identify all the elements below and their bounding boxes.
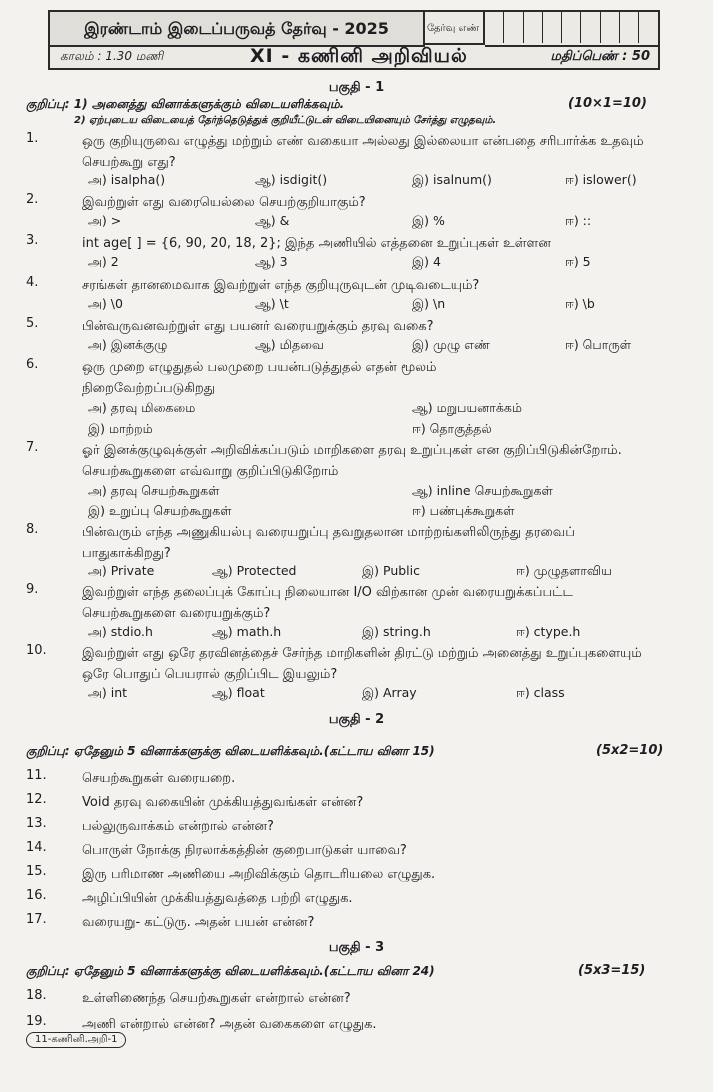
option-d: ஈ) 5	[565, 254, 591, 269]
option-c: இ) முழு எண்	[412, 337, 490, 352]
question-text: இவற்றுள் எது வரையெல்லை செயற்குறியாகும்?	[82, 195, 366, 210]
option-d: ஈ) islower()	[565, 172, 637, 187]
option-d: ஈ) முழுதளாவிய	[516, 563, 612, 578]
option-c: இ) string.h	[362, 624, 431, 639]
question-text: அழிப்பியின் முக்கியத்துவத்தை பற்றி எழுதுக.	[82, 891, 353, 906]
question-number: 11.	[26, 768, 47, 783]
option-d: ஈ) பண்புக்கூறுகள்	[412, 503, 515, 518]
question-number: 13.	[26, 816, 47, 831]
question-number: 8.	[26, 522, 39, 537]
option-c: இ) உறுப்பு செயற்கூறுகள்	[88, 503, 232, 518]
option-d: ஈ) தொகுத்தல்	[412, 421, 492, 436]
question-text: வரையறு- கட்டுரு. அதன் பயன் என்ன?	[82, 915, 315, 930]
part2-marks: (5x2=10)	[596, 743, 664, 758]
question-text: பின்வரும் எந்த அணுகியல்பு வரையறுப்பு தவறுதலான மாற்றங்களிலிருந்து தரவைப் பாதுகாக்கிறது?	[82, 525, 575, 561]
option-a: அ) தரவு செயற்கூறுகள்	[88, 483, 220, 498]
question-text: அணி என்றால் என்ன? அதன் வகைகளை எழுதுக.	[82, 1017, 377, 1032]
option-a: அ) int	[88, 685, 128, 700]
option-d: ஈ) ctype.h	[516, 624, 581, 639]
option-d: ஈ) class	[516, 685, 565, 700]
option-a: அ) >	[88, 213, 122, 228]
question-text: இரு பரிமாண அணியை அறிவிக்கும் தொடரியலை எழுதுக.	[82, 867, 436, 882]
option-b: ஆ) \t	[255, 296, 289, 311]
question-number: 12.	[26, 792, 47, 807]
question-text: int age[ ] = {6, 90, 20, 18, 2}; இந்த அணியில் எத்தனை உறுப்புகள் உள்ளன	[82, 236, 551, 251]
question-number: 17.	[26, 912, 47, 927]
part1-note1: குறிப்பு: 1) அனைத்து வினாக்களுக்கும் விடையளிக்கவும்.	[26, 97, 345, 111]
option-a: அ) 2	[88, 254, 119, 269]
option-b: ஆ) மறுபயனாக்கம்	[412, 400, 522, 415]
question-text: ஓர் இனக்குழுவுக்குள் அறிவிக்கப்படும் மாறிகளை தரவு உறுப்புகள் என குறிப்பிடுகின்றோம். செயற்கூறுகளை எவ்வாறு குறிப்பிடுகிறோம்	[82, 443, 622, 479]
part2-note: குறிப்பு: ஏதேனும் 5 வினாக்களுக்கு விடையளிக்கவும்.(கட்டாய வினா 15)	[26, 744, 435, 758]
option-a: அ) stdio.h	[88, 624, 153, 639]
part1-title: பகுதி - 1	[328, 80, 385, 95]
option-d: ஈ) பொருள்	[565, 337, 632, 352]
option-c: இ) 4	[412, 254, 441, 269]
question-text: பொருள் நோக்கு நிரலாக்கத்தின் குறைபாடுகள் யாவை?	[82, 843, 407, 858]
question-text: சரங்கள் தானமைவாக இவற்றுள் எந்த குறியுருவுடன் முடிவடையும்?	[82, 278, 480, 293]
question-number: 16.	[26, 888, 47, 903]
question-text: இவற்றுள் எது ஒரே தரவினத்தைச் சேர்ந்த மாறிகளின் திரட்டு மற்றும் அனைத்து உறுப்புகளையும் ஒரே பொதுப் பெயரால் குறிப்பிட இயலும்?	[82, 646, 642, 682]
option-a: அ) Private	[88, 563, 155, 578]
max-marks: மதிப்பெண் : 50	[550, 49, 650, 64]
question-number: 7.	[26, 440, 39, 455]
question-number: 5.	[26, 316, 39, 331]
exam-time: காலம் : 1.30 மணி	[60, 49, 164, 63]
question-text: பல்லுருவாக்கம் என்றால் என்ன?	[82, 819, 274, 834]
question-text: ஒரு குறியுருவை எழுத்து மற்றும் எண் வகையா அல்லது இல்லையா என்பதை சரிபார்க்க உதவும் செயற்கூறு எது?	[82, 134, 644, 170]
option-a: அ) \0	[88, 296, 123, 311]
subject-title: XI - கணினி அறிவியல்	[250, 45, 468, 67]
question-number: 3.	[26, 233, 39, 248]
question-number: 4.	[26, 275, 39, 290]
option-b: ஆ) 3	[255, 254, 288, 269]
reg-no-label: தேர்வு எண்	[423, 12, 485, 45]
question-number: 6.	[26, 357, 39, 372]
question-number: 15.	[26, 864, 47, 879]
paper-code-tag: 11-கணினி.அறி-1	[26, 1032, 126, 1048]
part1-marks: (10×1=10)	[568, 96, 647, 111]
option-c: இ) Public	[362, 563, 421, 578]
part3-marks: (5x3=15)	[578, 963, 646, 978]
option-a: அ) தரவு மிகைமை	[88, 400, 196, 415]
option-b: ஆ) &	[255, 213, 290, 228]
option-c: இ) %	[412, 213, 445, 228]
option-c: இ) Array	[362, 685, 417, 700]
question-number: 9.	[26, 582, 39, 597]
question-text: ஒரு முறை எழுதுதல் பலமுறை பயன்படுத்துதல் எதன் மூலம் நிறைவேற்றப்படுகிறது	[82, 360, 437, 396]
question-text: பின்வருவனவற்றுள் எது பயனர் வரையறுக்கும் தரவு வகை?	[82, 319, 434, 334]
option-a: அ) இனக்குழு	[88, 337, 168, 352]
question-number: 1.	[26, 131, 39, 146]
question-text: செயற்கூறுகள் வரையறை.	[82, 771, 236, 786]
option-b: ஆ) float	[212, 685, 265, 700]
option-a: அ) isalpha()	[88, 172, 166, 187]
option-c: இ) மாற்றம்	[88, 421, 153, 436]
question-number: 2.	[26, 192, 39, 207]
question-number: 10.	[26, 643, 47, 658]
question-number: 18.	[26, 988, 47, 1003]
question-text: Void தரவு வகையின் முக்கியத்துவங்கள் என்ன?	[82, 795, 364, 810]
option-b: ஆ) math.h	[212, 624, 282, 639]
option-c: இ) \n	[412, 296, 446, 311]
option-c: இ) isalnum()	[412, 172, 492, 187]
question-number: 19.	[26, 1014, 47, 1029]
reg-no-boxes	[485, 12, 659, 47]
option-b: ஆ) Protected	[212, 563, 297, 578]
part3-title: பகுதி - 3	[328, 940, 385, 955]
question-number: 14.	[26, 840, 47, 855]
option-b: ஆ) மிதவை	[255, 337, 324, 352]
option-b: ஆ) inline செயற்கூறுகள்	[412, 483, 553, 498]
part1-note2: 2) ஏற்புடைய விடையைத் தேர்ந்தெடுத்துக் குறியீட்டுடன் விடையினையும் சேர்த்து எழுதவும்.	[74, 115, 497, 126]
option-d: ஈ) ::	[565, 213, 592, 228]
question-text: இவற்றுள் எந்த தலைப்புக் கோப்பு நிலையான I/O விற்கான முன் வரையறுக்கப்பட்ட செயற்கூறுகளை வரையறுக்கும்?	[82, 585, 573, 621]
part3-note: குறிப்பு: ஏதேனும் 5 வினாக்களுக்கு விடையளிக்கவும்.(கட்டாய வினா 24)	[26, 964, 435, 978]
part2-title: பகுதி - 2	[328, 712, 385, 727]
option-b: ஆ) isdigit()	[255, 172, 328, 187]
exam-title: இரண்டாம் இடைப்பருவத் தேர்வு - 2025	[50, 12, 425, 47]
exam-header	[48, 10, 660, 70]
question-text: உள்ளிணைந்த செயற்கூறுகள் என்றால் என்ன?	[82, 991, 351, 1006]
option-d: ஈ) \b	[565, 296, 595, 311]
